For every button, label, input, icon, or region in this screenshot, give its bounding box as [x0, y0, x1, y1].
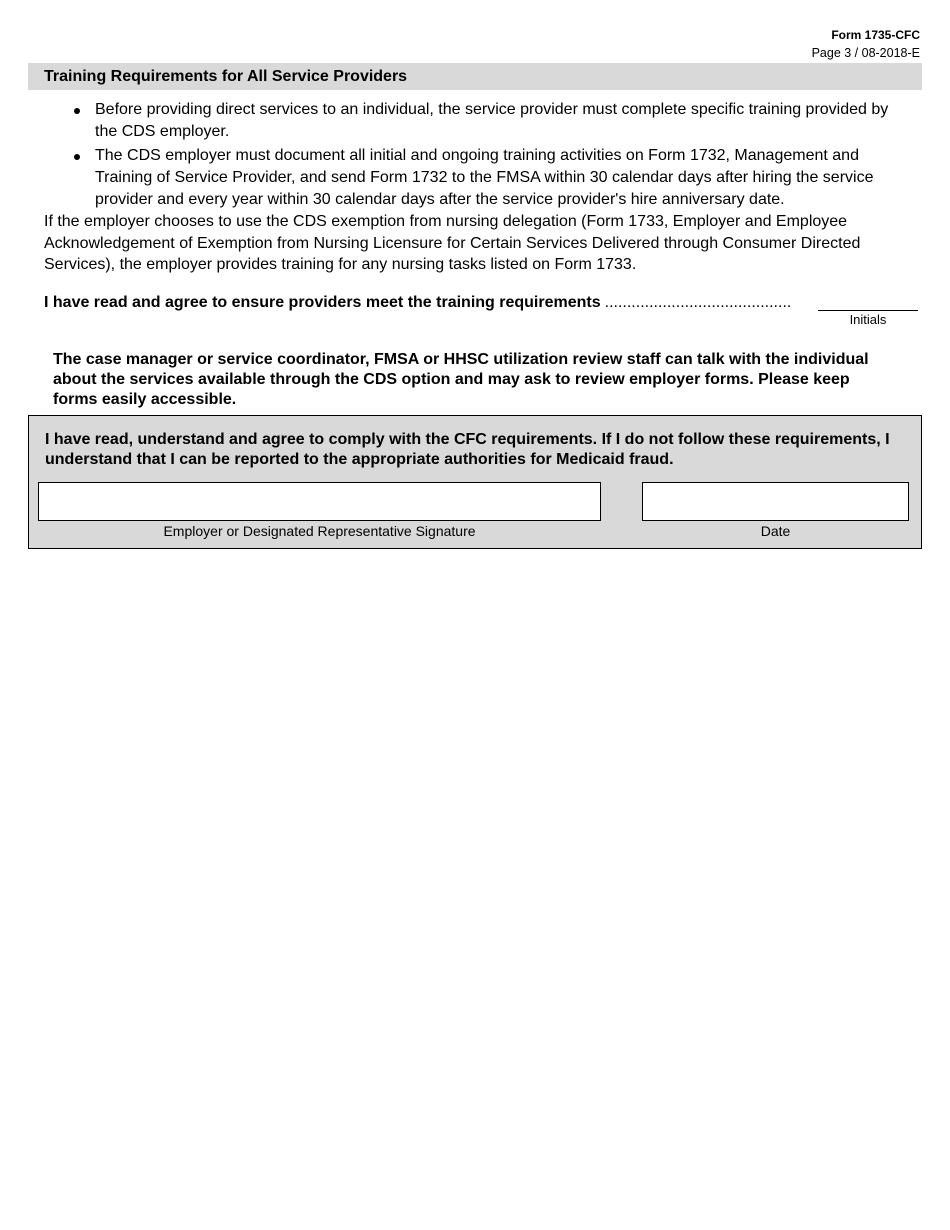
form-header	[812, 27, 920, 61]
section-title: Training Requirements for All Service Providers	[44, 68, 408, 85]
dot-leader: ..........................................	[604, 294, 792, 311]
page-info: Page 3 / 08-2018-E	[811, 46, 920, 60]
certification-box	[28, 415, 922, 549]
list-item-text: Before providing direct services to an individual, the service provider must complete specific training provided by the CDS employer.	[95, 101, 889, 140]
date-field[interactable]	[642, 482, 909, 521]
section-header-bar	[28, 63, 922, 90]
list-item-text: The CDS employer must document all initial and ongoing training activities on Form 1732, Management and Training of Service Provider, and send Form 1732 to the FMSA within 30 calendar days after hiring the service provider and every year within 30 calendar days after the service provider's hire anniversary date.	[95, 147, 874, 208]
requirements-list	[44, 99, 910, 213]
signature-field[interactable]	[38, 482, 601, 521]
certification-text: I have read, understand and agree to comply with the CFC requirements. If I do not follow these requirements, I understand that I can be reported to the appropriate authorities for Medicaid fraud.	[45, 431, 890, 468]
signature-label: Employer or Designated Representative Signature	[163, 523, 476, 539]
bullet-icon	[74, 154, 80, 160]
list-item	[44, 145, 910, 211]
initials-field[interactable]	[818, 310, 918, 311]
training-agreement-label: I have read and agree to ensure providers meet the training requirements	[44, 294, 601, 311]
review-notice: The case manager or service coordinator, FMSA or HHSC utilization review staff can talk with the individual about the services available through the CDS option and may ask to review employer forms. Please keep forms easily accessible.	[53, 351, 869, 408]
bullet-icon	[74, 108, 80, 114]
training-agreement-row	[44, 292, 824, 314]
nursing-exemption-paragraph: If the employer chooses to use the CDS exemption from nursing delegation (Form 1733, Employer and Employee Acknowledgement of Exemption from Nursing Licensure for Certain Services Delivered through Consumer Directed Services), the employer provides training for any nursing tasks listed on Form 1733.	[44, 213, 861, 273]
list-item	[44, 99, 910, 143]
initials-label: Initials	[849, 312, 887, 327]
date-label: Date	[760, 523, 791, 539]
form-number: Form 1735-CFC	[831, 28, 920, 42]
